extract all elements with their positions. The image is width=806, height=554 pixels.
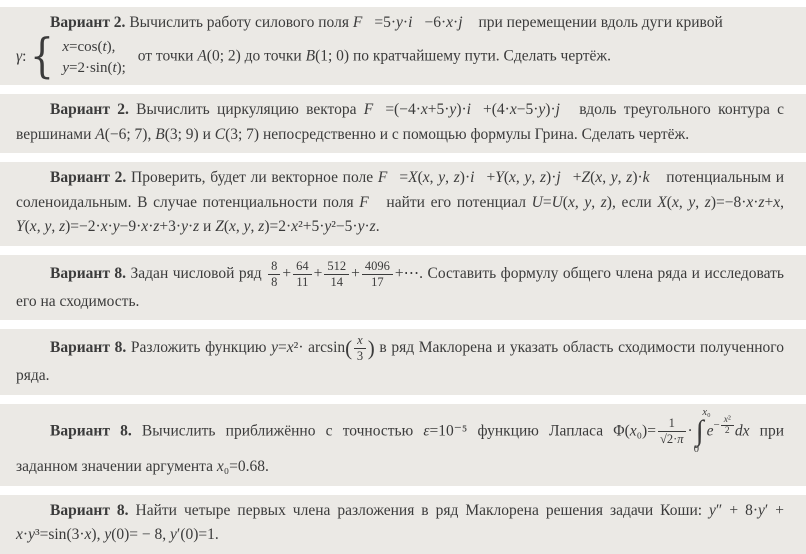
- fraction-denominator: [324, 275, 349, 290]
- math-run: x: [291, 218, 299, 236]
- math-run: ²+5·: [298, 218, 325, 236]
- math-run: x: [100, 218, 108, 236]
- variant-label: Вариант 8.: [50, 339, 127, 357]
- math-run: y: [104, 526, 112, 544]
- math-run: x: [629, 422, 637, 440]
- math-run: ,: [250, 218, 259, 236]
- math-run: +: [282, 264, 292, 282]
- math-run: z: [369, 218, 376, 236]
- fraction: [324, 259, 349, 290]
- math-run: (1; 0): [315, 48, 350, 66]
- problem-block: [0, 329, 806, 394]
- math-run: U: [551, 193, 563, 211]
- math-run: (0)= − 8,: [111, 526, 171, 544]
- math-run: F⃗: [377, 169, 400, 187]
- text-run: от точки: [133, 48, 198, 66]
- math-run: (: [562, 193, 568, 211]
- math-run: z: [258, 218, 265, 236]
- math-run: x: [84, 526, 92, 544]
- math-run: (: [107, 59, 113, 76]
- fraction-numerator: [268, 259, 280, 275]
- math-expression: [613, 422, 656, 439]
- math-run: 14: [330, 274, 344, 289]
- math-run: 3: [356, 349, 364, 364]
- math-run: k⃗: [642, 169, 662, 187]
- math-run: ′(0)=1.: [176, 526, 219, 544]
- text-run: в ряд Маклорена и указать область сходимости полученного ряда.: [16, 339, 785, 385]
- math-run: z: [453, 169, 460, 187]
- math-run: (: [417, 169, 423, 187]
- math-run: z: [704, 193, 711, 211]
- math-run: x: [29, 218, 37, 236]
- math-run: 8: [271, 274, 278, 289]
- math-run: Y: [495, 169, 504, 187]
- math-run: 1: [668, 416, 675, 431]
- math-run: y: [243, 218, 251, 236]
- math-expression: [657, 194, 780, 211]
- math-run: (: [223, 218, 230, 236]
- math-run: C: [214, 125, 226, 143]
- math-run: (: [97, 38, 103, 55]
- math-run: F⃗: [363, 101, 386, 119]
- math-run: dx: [734, 422, 750, 440]
- math-expression: [314, 265, 323, 282]
- math-run: )=2·: [264, 218, 292, 236]
- text-run: и: [198, 125, 215, 143]
- math-expression: [217, 458, 269, 475]
- math-run: z: [153, 218, 160, 236]
- math-run: y: [181, 218, 188, 236]
- math-run: y: [28, 526, 35, 544]
- math-run: z: [540, 169, 547, 187]
- math-run: x: [702, 406, 707, 418]
- text-run: потенциальным и соленоидальным. В случае потенциальности поля: [16, 169, 785, 211]
- math-run: ε: [423, 422, 430, 440]
- math-run: −: [713, 419, 720, 432]
- math-run: ,: [678, 193, 689, 211]
- variant-label: Вариант 2.: [50, 169, 127, 187]
- fraction-denominator: [268, 275, 280, 290]
- math-run: (: [666, 193, 672, 211]
- integral-lower-limit: [694, 445, 699, 456]
- math-run: +: [764, 193, 774, 211]
- math-run: (3; 7): [225, 125, 260, 143]
- paren: (: [345, 336, 353, 361]
- power-base: [707, 422, 714, 439]
- math-run: z: [758, 193, 765, 211]
- fraction: [362, 259, 393, 290]
- math-run: ²: [727, 414, 731, 425]
- math-run: ,: [51, 218, 60, 236]
- math-run: 64: [296, 258, 309, 273]
- integral: [693, 406, 711, 456]
- fraction-numerator: [324, 259, 349, 275]
- math-run: x: [671, 193, 679, 211]
- math-run: +3·: [159, 218, 182, 236]
- math-run: x: [229, 218, 236, 236]
- variant-label: Вариант 2.: [50, 101, 129, 119]
- math-run: t: [102, 38, 107, 55]
- problem-block: [0, 162, 806, 245]
- math-run: ·: [687, 422, 693, 440]
- math-run: ₀: [706, 406, 711, 418]
- math-run: x: [62, 38, 69, 55]
- math-run: e: [706, 422, 714, 440]
- math-run: ₀=0.68.: [223, 458, 269, 476]
- text-run: ,: [147, 125, 156, 143]
- text-run: Задан числовой ряд: [126, 264, 267, 282]
- problem-paragraph: [16, 408, 784, 480]
- math-run: ,: [36, 218, 45, 236]
- math-run: X: [408, 169, 418, 187]
- math-run: Z: [581, 169, 591, 187]
- fraction-denominator: [293, 275, 312, 290]
- problem-paragraph: [16, 29, 784, 85]
- integral-sign: ∫: [695, 415, 704, 448]
- math-run: i⃗: [470, 169, 487, 187]
- math-run: Y: [16, 218, 25, 236]
- math-expression: [16, 218, 199, 235]
- math-run: =: [278, 339, 287, 357]
- math-run: y: [44, 218, 52, 236]
- math-run: 4096: [364, 258, 390, 273]
- math-run: 17: [371, 274, 384, 289]
- variant-label: Вариант 8.: [50, 501, 129, 519]
- math-run: =: [542, 193, 552, 211]
- paren: ): [367, 336, 375, 361]
- text-run: до точки: [240, 48, 306, 66]
- math-run: ·: [187, 218, 194, 236]
- text-run: и: [199, 218, 216, 236]
- math-run: y: [170, 526, 177, 544]
- text-run: Проверить, будет ли векторное поле: [126, 169, 378, 187]
- math-run: −5·: [516, 101, 539, 119]
- math-run: j⃗: [556, 169, 573, 187]
- text-run: непосредственно и с помощью формулы Грина. Сделать чертёж.: [259, 125, 690, 143]
- math-run: Z: [215, 218, 224, 236]
- variant-label: Вариант 2.: [50, 14, 126, 31]
- math-run: x: [746, 193, 754, 211]
- fraction-denominator: [658, 432, 686, 447]
- text-run: ,: [780, 193, 784, 211]
- math-run: ,: [591, 193, 601, 211]
- math-run: (: [590, 169, 596, 187]
- math-run: )·: [459, 169, 471, 187]
- math-expression: [95, 126, 147, 143]
- math-run: ²−5·: [331, 218, 358, 236]
- math-run: y: [324, 218, 332, 236]
- math-run: y: [524, 169, 532, 187]
- text-run: Вычислить работу силового поля: [125, 14, 353, 31]
- math-run: j⃗: [458, 14, 475, 31]
- math-run: z: [626, 169, 633, 187]
- math-run: z: [600, 193, 607, 211]
- math-run: (3; 9): [164, 125, 199, 143]
- math-run: 512: [327, 258, 347, 273]
- math-run: ′ +: [764, 501, 785, 519]
- math-run: +: [351, 264, 360, 282]
- math-run: =: [399, 169, 409, 187]
- math-run: ·: [148, 218, 154, 236]
- math-run: y: [271, 339, 279, 357]
- math-run: +: [486, 169, 496, 187]
- math-expression: [378, 169, 662, 186]
- math-expression: [215, 218, 379, 235]
- text-run: вдоль треугольного контура с вершинами: [16, 101, 784, 143]
- math-expression: [395, 265, 423, 282]
- math-run: j⃗: [555, 101, 572, 119]
- math-run: 11: [296, 274, 309, 289]
- math-run: ·: [107, 218, 113, 236]
- math-function: sin: [48, 526, 67, 544]
- fraction-denominator: [721, 426, 734, 436]
- math-run: )=−8·: [710, 193, 747, 211]
- fraction: [354, 333, 366, 364]
- math-function: sin: [89, 59, 108, 76]
- math-run: =: [69, 38, 78, 55]
- math-run: =2·: [69, 59, 90, 76]
- fraction-numerator: [354, 333, 366, 349]
- math-expression: [735, 422, 750, 439]
- math-run: ,: [695, 193, 705, 211]
- math-run: x: [723, 414, 728, 425]
- math-run: y: [357, 218, 365, 236]
- parametric-system: [16, 29, 126, 85]
- problem-block: [0, 94, 806, 153]
- fraction-numerator: [293, 259, 312, 275]
- math-run: +⋯.: [394, 264, 424, 282]
- math-expression: [423, 422, 467, 439]
- problem-block: [0, 255, 806, 320]
- math-run: x: [357, 333, 363, 348]
- math-run: ″ + 8·: [715, 501, 758, 519]
- math-run: ),: [91, 526, 105, 544]
- system-rows: [62, 38, 126, 77]
- math-run: x: [509, 169, 516, 187]
- math-run: ,: [617, 169, 627, 187]
- fraction-numerator: [721, 415, 734, 426]
- math-run: y: [758, 501, 765, 519]
- system-prefix: [16, 45, 26, 69]
- math-run: y: [709, 501, 716, 519]
- fraction-denominator: [362, 275, 393, 290]
- math-run: z: [193, 218, 200, 236]
- math-run: x: [422, 169, 430, 187]
- fraction: [721, 415, 734, 437]
- math-run: +5·: [427, 101, 450, 119]
- math-expression: [351, 265, 360, 282]
- text-run: функцию Лапласа: [467, 422, 614, 440]
- math-run: y: [62, 59, 69, 76]
- math-run: ·: [453, 14, 459, 31]
- math-run: ·: [364, 218, 370, 236]
- math-run: :: [22, 48, 27, 66]
- fraction: [268, 259, 280, 290]
- math-run: 2: [724, 426, 730, 437]
- math-run: ·: [22, 526, 29, 544]
- problem-block: [0, 495, 806, 554]
- math-run: π: [677, 432, 684, 447]
- math-run: x: [567, 193, 575, 211]
- math-run: )=−2·: [65, 218, 101, 236]
- power-exponent: [713, 414, 735, 437]
- problem-block: [0, 404, 806, 486]
- problem-paragraph: [16, 499, 784, 548]
- fraction: [293, 259, 312, 290]
- math-run: y: [688, 193, 696, 211]
- math-run: X: [657, 193, 667, 211]
- math-run: 0: [693, 443, 699, 455]
- math-run: x: [773, 193, 781, 211]
- text-run: при заданном значении аргумента: [16, 422, 784, 476]
- math-run: t: [112, 59, 117, 76]
- math-run: ),: [106, 38, 116, 55]
- math-run: y: [112, 218, 120, 236]
- math-expression: [197, 48, 240, 65]
- math-run: =(−4·: [385, 101, 421, 119]
- math-run: ,: [531, 169, 540, 187]
- math-run: x: [286, 339, 294, 357]
- problem-paragraph: [16, 166, 784, 239]
- math-run: (: [24, 218, 30, 236]
- math-run: y: [449, 101, 457, 119]
- math-run: ,: [235, 218, 244, 236]
- problem-block: [0, 7, 806, 85]
- system-brace: {: [30, 29, 55, 85]
- math-run: );: [116, 59, 126, 76]
- math-run: ,: [602, 169, 611, 187]
- math-run: ²·: [293, 339, 309, 357]
- math-run: y: [610, 169, 618, 187]
- math-expression: [532, 194, 612, 211]
- math-run: =10⁻⁵: [429, 422, 468, 440]
- math-expression: [688, 422, 693, 439]
- math-run: ³=: [34, 526, 49, 544]
- math-run: B: [305, 48, 316, 66]
- problems-list: [0, 7, 806, 554]
- text-run: Вычислить циркуляцию вектора: [128, 101, 364, 119]
- math-run: )·: [545, 101, 556, 119]
- math-run: y: [538, 101, 546, 119]
- math-expression: [364, 101, 572, 118]
- radicand: [667, 431, 684, 446]
- math-run: y: [396, 14, 403, 31]
- math-run: γ: [16, 48, 23, 66]
- system-row: [62, 38, 126, 56]
- math-run: i⃗: [466, 101, 484, 119]
- math-run: (3·: [66, 526, 85, 544]
- text-run: Составить формулу общего члена ряда и исследовать его на сходимость.: [16, 264, 784, 310]
- math-run: −6·: [424, 14, 447, 31]
- variant-label: Вариант 8.: [50, 264, 127, 282]
- fraction-numerator: [362, 259, 393, 275]
- text-run: Вычислить приближённо с точностью: [131, 422, 424, 440]
- math-run: )·: [632, 169, 643, 187]
- math-run: (0; 2): [206, 48, 241, 66]
- math-run: )·: [456, 101, 467, 119]
- fraction-denominator: [354, 349, 366, 364]
- math-run: x: [595, 169, 603, 187]
- math-function: arcsin: [308, 339, 346, 357]
- math-run: ·: [402, 14, 409, 31]
- math-run: 2·: [666, 432, 678, 447]
- math-expression: [353, 14, 475, 31]
- math-run: y: [584, 193, 592, 211]
- sqrt-icon: √: [659, 432, 667, 447]
- fraction: [658, 416, 686, 447]
- variant-label: Вариант 8.: [50, 422, 132, 440]
- math-run: F⃗: [352, 14, 375, 31]
- math-run: ,: [429, 169, 439, 187]
- math-run: −9·: [119, 218, 142, 236]
- math-run: U: [531, 193, 543, 211]
- text-run: при перемещении вдоль дуги кривой: [474, 14, 723, 31]
- math-expression: [359, 194, 381, 211]
- math-run: ·: [753, 193, 759, 211]
- math-run: A: [95, 125, 105, 143]
- text-run: по кратчайшему пути. Сделать чертёж.: [349, 48, 611, 66]
- text-run: , если: [611, 193, 658, 211]
- math-run: ,: [574, 193, 585, 211]
- math-run: F⃗: [359, 193, 381, 211]
- math-expression: [282, 265, 291, 282]
- math-expression: [271, 339, 345, 356]
- math-run: 8: [271, 258, 278, 273]
- math-run: B: [155, 125, 165, 143]
- math-run: ₀)=: [636, 422, 656, 440]
- math-run: y: [438, 169, 446, 187]
- math-run: )·: [546, 169, 557, 187]
- problem-paragraph: [16, 259, 784, 314]
- math-run: +: [313, 264, 323, 282]
- fraction-numerator: [658, 416, 686, 432]
- problem-paragraph: [16, 11, 784, 35]
- math-function: cos: [77, 38, 98, 55]
- problem-paragraph: [16, 333, 784, 388]
- math-run: +: [572, 169, 582, 187]
- math-run: A: [197, 48, 207, 66]
- math-run: x: [420, 101, 428, 119]
- math-expression: [155, 126, 198, 143]
- math-run: i⃗: [408, 14, 425, 31]
- text-run: Разложить функцию: [126, 339, 272, 357]
- math-run: ,: [515, 169, 525, 187]
- text-run: Найти четыре первых члена разложения в ряд Маклорена решения задачи Коши:: [128, 501, 710, 519]
- math-run: Φ(: [613, 422, 630, 440]
- math-run: ): [606, 193, 612, 211]
- problem-paragraph: [16, 98, 784, 147]
- math-run: .: [375, 218, 380, 236]
- math-expression: [714, 419, 720, 431]
- math-run: +(4·: [483, 101, 510, 119]
- math-expression: [215, 126, 259, 143]
- text-run: найти его потенциал: [380, 193, 532, 211]
- math-run: ,: [445, 169, 454, 187]
- math-run: x: [216, 458, 224, 476]
- math-run: (−6; 7): [104, 125, 148, 143]
- math-run: z: [59, 218, 66, 236]
- math-run: x: [141, 218, 149, 236]
- math-run: x: [446, 14, 454, 31]
- math-expression: [306, 48, 349, 65]
- math-run: =5·: [374, 14, 397, 31]
- math-run: x: [509, 101, 517, 119]
- system-row: [62, 59, 126, 77]
- math-run: x: [16, 526, 23, 544]
- math-run: (: [503, 169, 510, 187]
